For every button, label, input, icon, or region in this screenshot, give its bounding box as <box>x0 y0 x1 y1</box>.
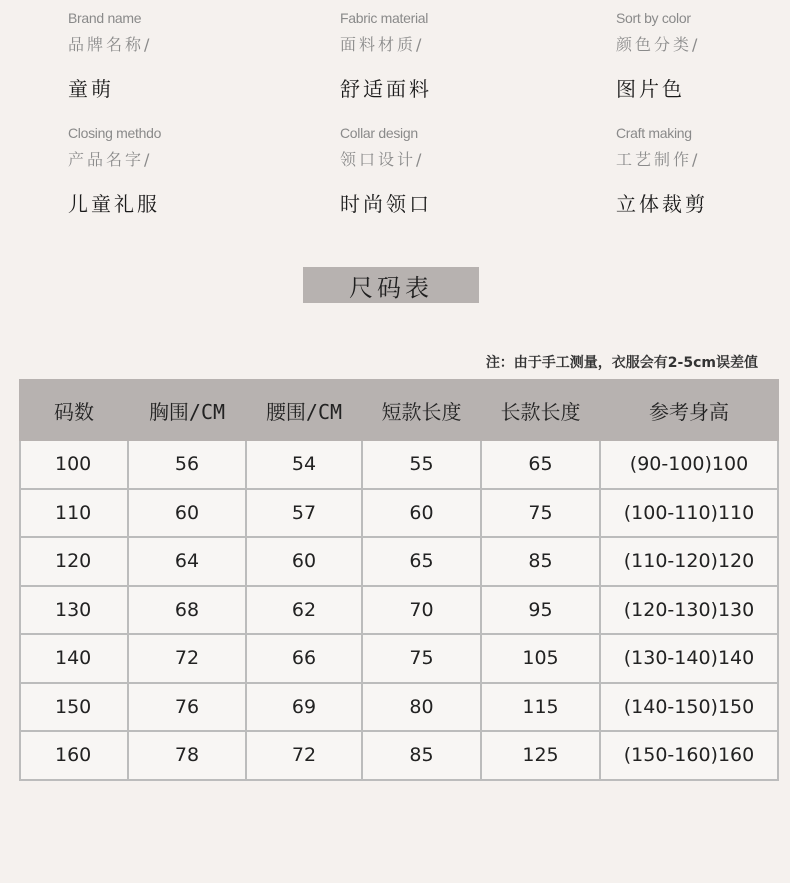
cell-chest: 68 <box>128 586 246 635</box>
cell-waist: 72 <box>246 731 362 780</box>
attr-product-name-en: Closing methdo <box>68 125 162 141</box>
table-row <box>20 537 778 586</box>
size-chart-title: 尺码表 <box>303 267 479 303</box>
attr-craft <box>616 125 708 217</box>
cell-height: (100-110)110 <box>600 489 778 538</box>
table-row <box>20 731 778 780</box>
cell-waist: 54 <box>246 440 362 489</box>
cell-height: (150-160)160 <box>600 731 778 780</box>
header-waist: 腰围/CM <box>246 380 362 440</box>
header-chest: 胸围/CM <box>128 380 246 440</box>
header-height: 参考身高 <box>600 380 778 440</box>
attr-collar-en: Collar design <box>340 125 418 141</box>
attr-fabric-cn: 面料材质/ <box>340 35 425 54</box>
size-table <box>19 379 779 781</box>
cell-waist: 57 <box>246 489 362 538</box>
attr-brand-value: 童萌 <box>68 77 114 101</box>
table-row <box>20 634 778 683</box>
attr-collar-cn: 领口设计/ <box>340 150 425 169</box>
table-row <box>20 440 778 489</box>
cell-long-length: 85 <box>481 537 600 586</box>
attr-craft-value: 立体裁剪 <box>616 192 708 216</box>
cell-short-length: 70 <box>362 586 481 635</box>
cell-size: 130 <box>20 586 128 635</box>
table-header-row <box>20 380 778 440</box>
cell-waist: 60 <box>246 537 362 586</box>
measurement-note: 注：由于手工测量，衣服会有2-5cm误差值 <box>485 355 758 371</box>
cell-chest: 56 <box>128 440 246 489</box>
cell-long-length: 95 <box>481 586 600 635</box>
attr-product-name-cn: 产品名字/ <box>68 150 153 169</box>
header-size: 码数 <box>20 380 128 440</box>
cell-chest: 60 <box>128 489 246 538</box>
cell-short-length: 65 <box>362 537 481 586</box>
cell-long-length: 125 <box>481 731 600 780</box>
cell-height: (140-150)150 <box>600 683 778 732</box>
attr-product-name-value: 儿童礼服 <box>68 192 160 216</box>
cell-size: 150 <box>20 683 128 732</box>
attr-fabric <box>340 10 432 102</box>
attr-product-name <box>68 125 161 217</box>
cell-chest: 64 <box>128 537 246 586</box>
header-short-length: 短款长度 <box>362 380 481 440</box>
cell-waist: 66 <box>246 634 362 683</box>
attr-color-en: Sort by color <box>616 10 691 26</box>
attr-brand-en: Brand name <box>68 10 142 26</box>
attr-brand-cn: 品牌名称/ <box>68 35 153 54</box>
cell-short-length: 75 <box>362 634 481 683</box>
attr-fabric-en: Fabric material <box>340 10 429 26</box>
cell-long-length: 105 <box>481 634 600 683</box>
cell-height: (110-120)120 <box>600 537 778 586</box>
attr-color-cn: 颜色分类/ <box>616 35 701 54</box>
attr-brand <box>68 10 152 102</box>
cell-chest: 72 <box>128 634 246 683</box>
cell-chest: 76 <box>128 683 246 732</box>
attr-craft-cn: 工艺制作/ <box>616 150 701 169</box>
cell-waist: 62 <box>246 586 362 635</box>
cell-height: (130-140)140 <box>600 634 778 683</box>
cell-size: 100 <box>20 440 128 489</box>
attr-collar <box>340 125 432 217</box>
cell-short-length: 80 <box>362 683 481 732</box>
cell-chest: 78 <box>128 731 246 780</box>
cell-height: (120-130)130 <box>600 586 778 635</box>
cell-size: 120 <box>20 537 128 586</box>
attr-craft-en: Craft making <box>616 125 692 141</box>
cell-waist: 69 <box>246 683 362 732</box>
attr-fabric-value: 舒适面料 <box>340 77 432 101</box>
attr-color-value: 图片色 <box>616 77 685 101</box>
table-row <box>20 489 778 538</box>
cell-size: 140 <box>20 634 128 683</box>
cell-short-length: 60 <box>362 489 481 538</box>
attr-collar-value: 时尚领口 <box>340 192 432 216</box>
cell-size: 160 <box>20 731 128 780</box>
table-row <box>20 586 778 635</box>
cell-size: 110 <box>20 489 128 538</box>
cell-long-length: 75 <box>481 489 600 538</box>
cell-long-length: 65 <box>481 440 600 489</box>
cell-long-length: 115 <box>481 683 600 732</box>
cell-height: (90-100)100 <box>600 440 778 489</box>
cell-short-length: 85 <box>362 731 481 780</box>
header-long-length: 长款长度 <box>481 380 600 440</box>
table-row <box>20 683 778 732</box>
attr-color <box>616 10 700 102</box>
cell-short-length: 55 <box>362 440 481 489</box>
